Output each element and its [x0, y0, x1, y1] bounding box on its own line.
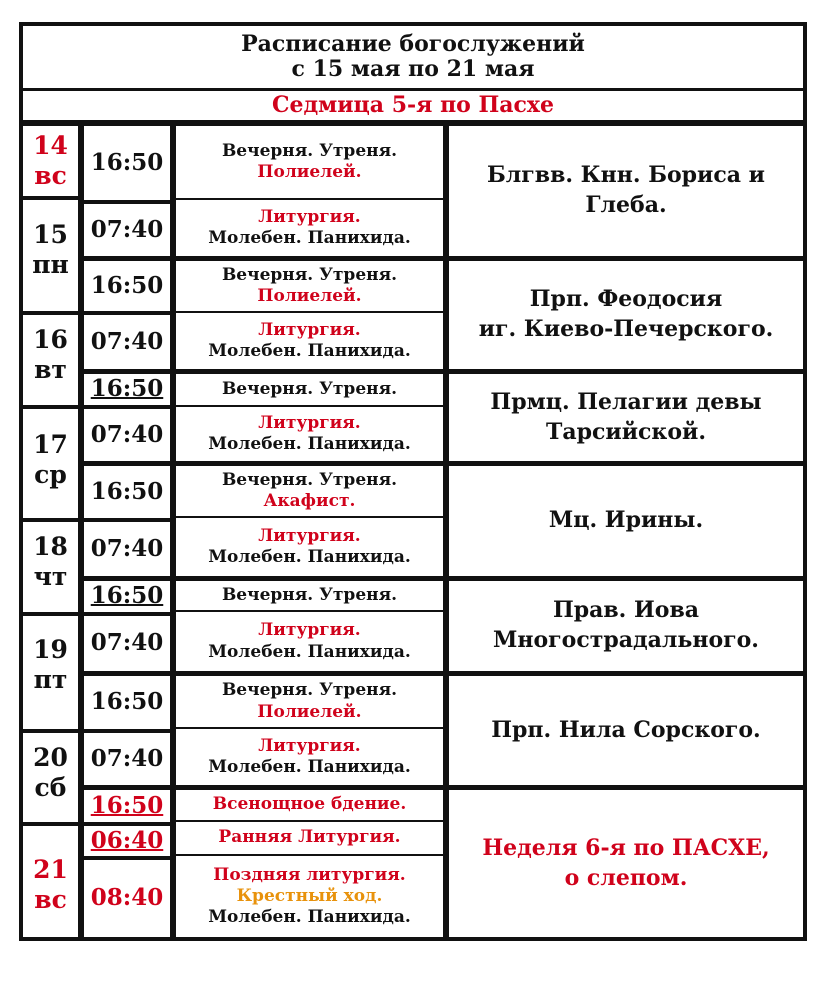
service-time: 16:50 [90, 477, 164, 505]
saint-line: Блгвв. Кнн. Бориса и [486, 162, 766, 189]
saint-line: Прп. Феодосия [529, 286, 723, 313]
day-cell [23, 200, 78, 300]
service-cell [176, 856, 443, 937]
service-line: Поздняя литургия. [213, 864, 406, 885]
service-time: 08:40 [90, 884, 164, 912]
service-time: 07:40 [90, 629, 164, 657]
service-line: Полиелей. [257, 162, 362, 182]
service-line: Ранняя Литургия. [218, 827, 401, 848]
service-cell [176, 126, 443, 198]
service-cell [176, 612, 443, 671]
service-time: 16:50 [90, 688, 164, 716]
weekday: чт [33, 562, 68, 591]
service-line: Полиелей. [257, 286, 362, 306]
sedmica-heading: Седмица 5-я по Пасхе [271, 92, 555, 119]
saint-cell [449, 790, 803, 937]
title-line-2: с 15 мая по 21 мая [291, 56, 535, 82]
service-cell [176, 407, 443, 461]
service-line: Молебен. Панихида. [208, 228, 411, 248]
service-line: Молебен. Панихида. [208, 547, 411, 567]
service-cell [176, 676, 443, 727]
service-line: Вечерня. Утреня. [221, 140, 398, 161]
service-line: Всенощное бдение. [212, 794, 407, 815]
day-cell [23, 315, 78, 395]
service-line: Вечерня. Утреня. [221, 469, 398, 490]
service-line: Литургия. [258, 525, 361, 546]
saint-line: Тарсийской. [546, 418, 706, 445]
service-cell [176, 200, 443, 256]
service-cell [176, 313, 443, 369]
service-time: 07:40 [90, 744, 164, 772]
service-line: Вечерня. Утреня. [221, 378, 398, 399]
service-line: Литургия. [258, 735, 361, 756]
service-line: Литургия. [258, 319, 361, 340]
saint-line: Прп. Нила Сорского. [491, 716, 761, 743]
service-line: Полиелей. [257, 701, 362, 722]
day-cell [23, 833, 78, 937]
day-number: 21 [33, 855, 68, 884]
day-cell [23, 415, 78, 505]
day-number: 20 [33, 743, 68, 772]
service-cell [176, 729, 443, 785]
saint-cell [449, 676, 803, 785]
day-number: 16 [33, 325, 68, 354]
weekday: ср [34, 460, 67, 489]
service-line: Крестный ход. [236, 885, 383, 906]
day-number: 18 [33, 532, 68, 561]
service-time: 06:40 [90, 826, 164, 854]
saint-line: Многострадального. [493, 627, 759, 653]
saint-cell [449, 581, 803, 671]
service-line: Молебен. Панихида. [208, 641, 411, 662]
title-line-1: Расписание богослужений [241, 30, 585, 57]
service-time: 07:40 [90, 420, 164, 448]
service-time: 07:40 [90, 327, 164, 355]
service-time: 16:50 [90, 791, 164, 819]
weekday: вс [34, 161, 67, 190]
day-cell [23, 522, 78, 602]
service-cell [176, 822, 443, 854]
service-time: 16:50 [90, 271, 164, 299]
saint-line: иг. Киево-Печерского. [478, 316, 774, 342]
saint-cell [449, 466, 803, 576]
service-time: 16:50 [90, 148, 164, 176]
service-line: Вечерня. Утреня. [221, 584, 398, 605]
saint-cell [449, 374, 803, 461]
service-time: 16:50 [90, 375, 164, 403]
weekday: вт [34, 355, 67, 384]
service-time: 16:50 [90, 582, 164, 610]
weekday: пн [32, 250, 69, 279]
service-cell [176, 790, 443, 820]
day-number: 17 [33, 430, 68, 459]
saint-cell [449, 261, 803, 369]
day-cell [23, 126, 78, 196]
service-line: Молебен. Панихида. [208, 907, 411, 928]
weekday: вс [34, 885, 67, 914]
weekday: сб [34, 773, 67, 802]
saint-line: о слепом. [564, 864, 688, 891]
service-line: Вечерня. Утреня. [221, 680, 398, 701]
service-line: Литургия. [258, 206, 361, 227]
weekday: пт [33, 665, 68, 694]
service-line: Акафист. [263, 491, 356, 511]
service-cell [176, 518, 443, 576]
day-cell [23, 620, 78, 710]
saint-line: Глеба. [585, 192, 667, 218]
day-number: 14 [33, 131, 68, 160]
saint-line: Неделя 6-я по ПАСХЕ, [482, 834, 770, 861]
saint-line: Прмц. Пелагии девы [490, 388, 762, 415]
service-line: Молебен. Панихида. [208, 434, 411, 454]
page-title [23, 26, 803, 88]
service-line: Литургия. [258, 620, 361, 641]
service-line: Молебен. Панихида. [208, 757, 411, 777]
service-cell [176, 581, 443, 610]
saint-line: Мц. Ирины. [548, 507, 704, 534]
service-cell [176, 261, 443, 311]
day-cell [23, 733, 78, 813]
service-cell [176, 466, 443, 516]
saint-cell [449, 126, 803, 256]
saint-line: Прав. Иова [552, 597, 700, 624]
service-line: Литургия. [258, 412, 361, 433]
day-number: 19 [33, 635, 68, 664]
day-number: 15 [33, 220, 68, 249]
service-line: Вечерня. Утреня. [221, 264, 398, 285]
service-time: 07:40 [90, 215, 164, 243]
service-line: Молебен. Панихида. [208, 341, 411, 361]
service-cell [176, 374, 443, 405]
service-time: 07:40 [90, 534, 164, 562]
